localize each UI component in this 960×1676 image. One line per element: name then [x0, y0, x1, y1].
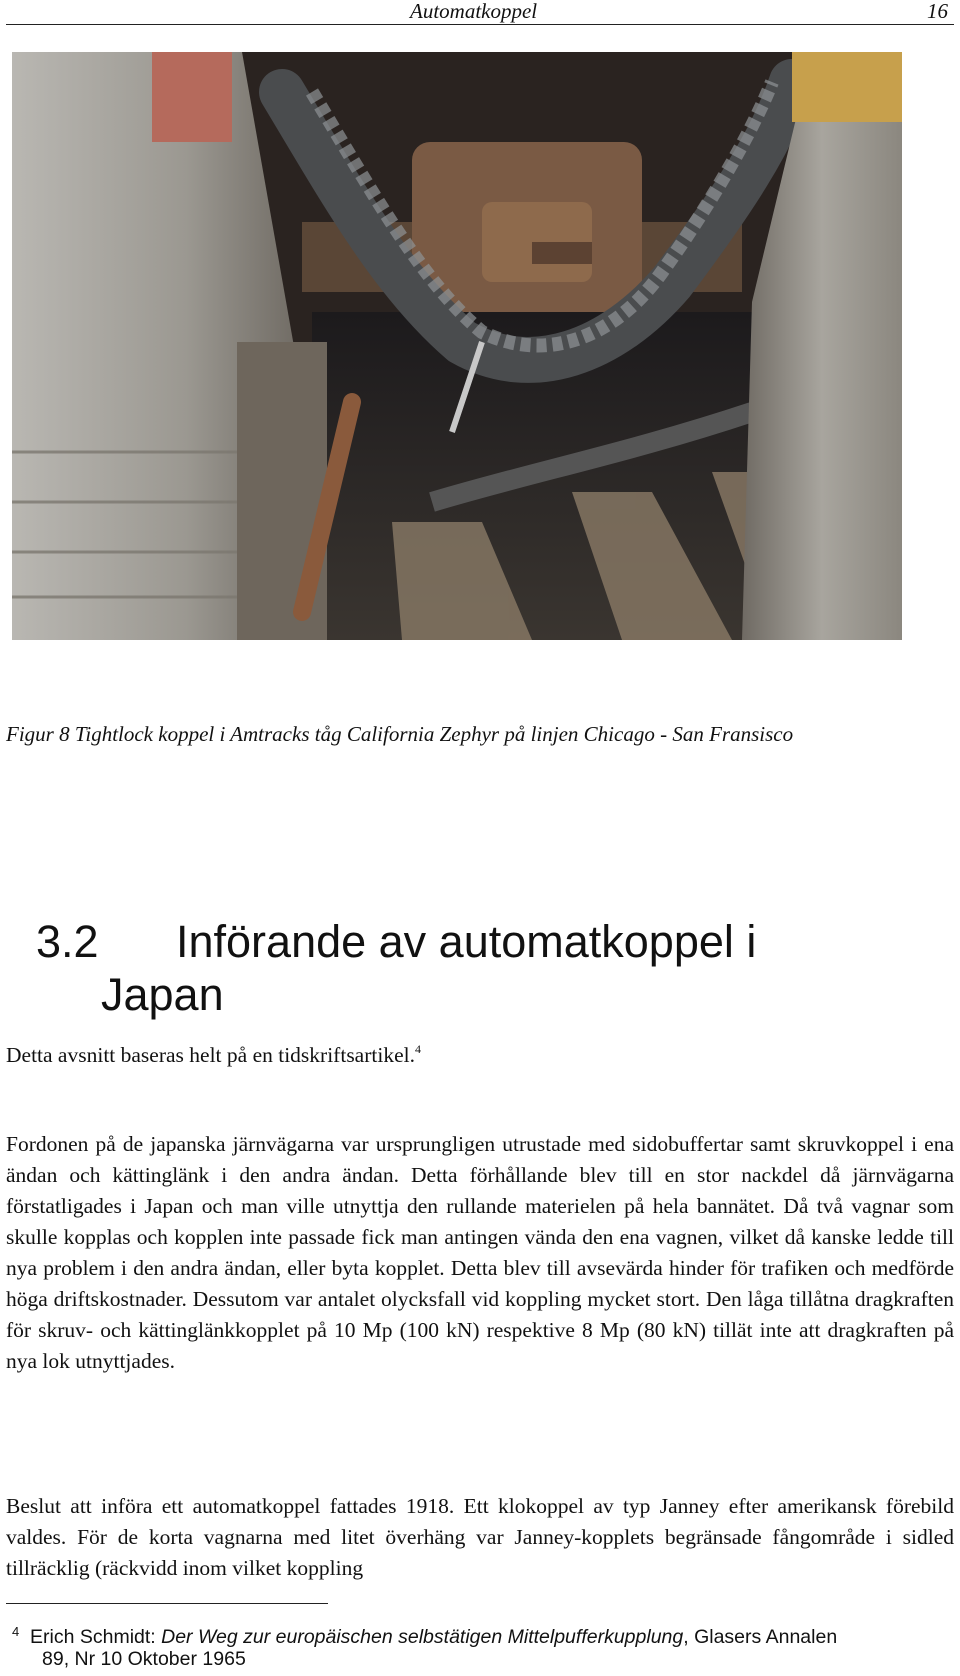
footnote-author: Erich Schmidt:	[30, 1626, 162, 1648]
footnote-ref: 4	[414, 1042, 421, 1056]
paragraph-decision: Beslut att införa ett automatkoppel fattades 1918. Ett klokoppel av typ Janney efter amerikansk förebild valdes. För de korta vagnarna med litet överhäng var Janney-kopplets begränsade fångområde i sidled tillräcklig (räckvidd inom vilket koppling	[6, 1494, 954, 1580]
running-header	[6, 0, 954, 25]
footnote-title: Der Weg zur europäischen selbstätigen Mittelpufferkupplung	[161, 1626, 684, 1648]
page-number: 16	[927, 0, 948, 23]
section-heading	[36, 915, 936, 1021]
figure-photo	[12, 52, 902, 640]
paragraph-body: Fordonen på de japanska järnvägarna var ursprungligen utrustade med sidobuffertar samt skruvkoppel i ena ändan och kättinglänk i den andra ändan. Detta förhållande blev till en stor nackdel då järnvägarna förstatligades i Japan och man ville utnyttja den rullande materielen på hela bannätet. Då två vagnar som skulle kopplas och kopplen inte passade fick man antingen vända den ena vagnen, vilket då kanske ledde till nya problem i den andra ändan, eller byta kopplet. Detta blev till avsevärda hinder för trafiken och medförde höga driftskostnader. Dessutom var antalet olycksfall vid koppling mycket stort. Den låga tillåtna dragkraften för skruv- och kättinglänkkopplet på 10 Mp (100 kN) respektive 8 Mp (80 kN) tillät inte att dragkraften på nya lok utnyttjades.	[6, 1132, 954, 1373]
paragraph-intro-text: Detta avsnitt baseras helt på en tidskriftsartikel.	[6, 1043, 415, 1067]
paragraph-intro	[6, 1040, 954, 1071]
running-header-title: Automatkoppel	[410, 0, 538, 23]
figure-caption: Figur 8 Tightlock koppel i Amtracks tåg California Zephyr på linjen Chicago - San Fransisco	[6, 722, 794, 746]
coupler-photo-illustration	[12, 52, 902, 640]
section-title-line1: Införande av automatkoppel i	[176, 916, 757, 967]
footnote-line2: 89, Nr 10 Oktober 1965	[42, 1648, 246, 1670]
footnote-rule	[6, 1603, 328, 1604]
section-number: 3.2	[36, 916, 99, 967]
footnote-rest: , Glasers Annalen	[683, 1626, 838, 1648]
footnote: 4 Erich Schmidt: Der Weg zur europäischen selbstätigen Mittelpufferkupplung, Glasers Annalen 89, Nr 10 Oktober 1965	[6, 1626, 956, 1670]
section-title-line2: Japan	[101, 969, 224, 1020]
